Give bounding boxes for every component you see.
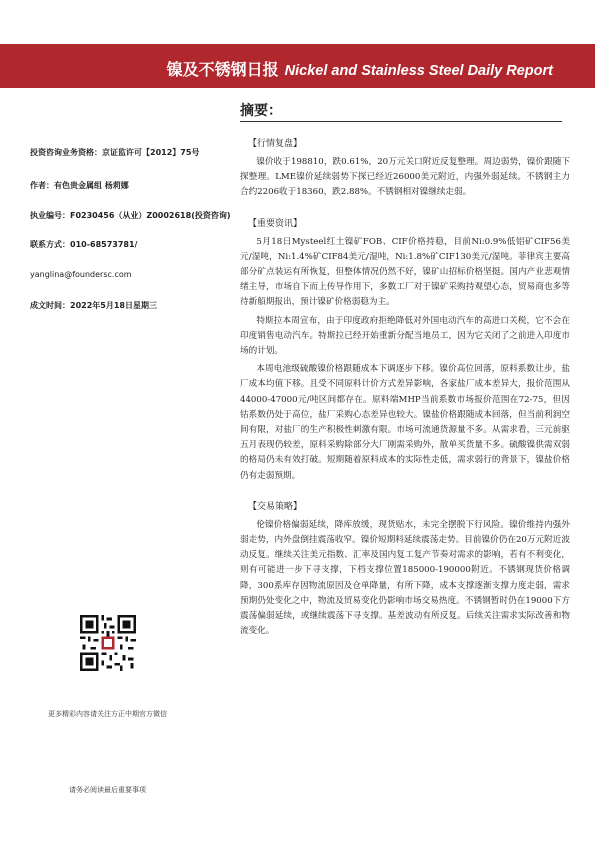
report-title-cn: 镍及不锈钢日报: [166, 60, 279, 79]
contact-phone: 联系方式：010-68573781/: [30, 240, 138, 249]
strategy-paragraph: 伦镍价格偏弱延续，降库放缓，现货贴水，未完全摆脱下行风险。镍价维持内强外弱走势，内外盘倒挂震荡收窄。镍价短期料延续震荡走势。目前镍价仍在20万元附近波动反复。继续关注美元指数、汇率及国内复工复产节奏对需求的影响，若有不利变化，则有可能进一步下寻支撑，下档支撑位置185000-190000附近。不锈钢现货价格调降，300系库存因物流原因及仓单降量，有所下降，成本支撑逐渐支撑力度走弱，需求预期仍处变化之中，物流及贸易变化仍影响市场交易热度。不锈钢暂时仍在19000下方震荡偏弱延续，或继续震荡下寻支撑。基差波动有所反复。后续关注需求实际改善和物流变化。: [240, 519, 570, 637]
section-heading-strategy: 【交易策略】: [248, 501, 303, 512]
news-paragraph-1: 5月18日Mysteel红土镍矿FOB、CIF价格持稳，目前Ni:0.9%低铝矿CIF56美元/湿吨，Ni:1.4%矿CIF84美元/湿吨，Ni:1.8%矿CIF130美元/湿吨。菲律宾主要高部分矿点装运有所恢复，但整体情况仍然不好，镍矿山招标价格坚挺。国内产业悲观情绪主导，市场自下而上传导作用下，多数工厂对于镍矿采购持观望心态，贸易商也多等待新船期报出，预计镍矿价格弱稳为主。: [240, 236, 570, 308]
main-content: [240, 132, 570, 642]
report-title: [167, 57, 553, 80]
qr-code-icon: [80, 615, 136, 671]
disclaimer-note: 请务必阅读最后重要事项: [69, 786, 146, 794]
report-title-en: Nickel and Stainless Steel Daily Report: [284, 63, 553, 79]
qr-caption: 更多精彩内容请关注方正中期官方微信: [48, 710, 167, 718]
summary-divider: [240, 121, 562, 122]
summary-title: 摘要：: [240, 103, 282, 119]
author-info: 作者：有色贵金属组 杨莉娜: [30, 181, 129, 190]
section-heading-news: 【重要资讯】: [248, 218, 303, 229]
license-info: 投资咨询业务资格：京证监许可【2012】75号: [30, 148, 200, 157]
cert-number: 执业编号：F0230456（从业）Z0002618(投资咨询): [30, 211, 231, 220]
news-paragraph-2: 特斯拉本周宣布，由于印度政府拒绝降低对外国电动汽车的高进口关税，它不会在印度销售电动汽车。特斯拉已经开始重新分配当地员工，因为它关闭了之前进入印度市场的计划。: [240, 315, 570, 357]
section-heading-market-review: 【行情复盘】: [248, 139, 303, 149]
contact-email: yanglina@foundersc.com: [30, 270, 132, 279]
report-date: 成文时间：2022年5月18日星期三: [30, 301, 157, 310]
market-review-paragraph: 镍价收于198810，跌0.61%，20万元关口附近反复整理。周边弱势，镍价跟随下探整理。LME镍价延续弱势下探已经近26000美元附近，内强外弱延续。不锈钢主力合约2206收于18360，跌2.88%。不锈钢相对镍继续走弱。: [240, 157, 570, 198]
news-paragraph-3: 本周电池级硫酸镍价格跟随成本下调逐步下移。镍价高位回落，原料系数让步，盐厂成本均值下移。且受不同原料计价方式差异影响，各家盐厂成本差异大，报价范围从44000-47000元/吨区间都存在。原料端MHP当前系数市场报价范围在72-75，但因钴系数仍处于高位，盐厂采购心态差异也较大。镍盐价格跟随成本回落，但当前利润空间有限，对盐厂的生产积极性刺激有限。市场可流通货源量不多。从需求看，三元前驱五月表现仍较差，原料采购除部分大厂刚需采购外，散单买货量不多。硫酸镍供需双弱的格局仍未有效打破。短期随着原料成本的实际性走低，需求弱行的背景下，镍盐价格仍有走弱预期。: [240, 364, 570, 481]
